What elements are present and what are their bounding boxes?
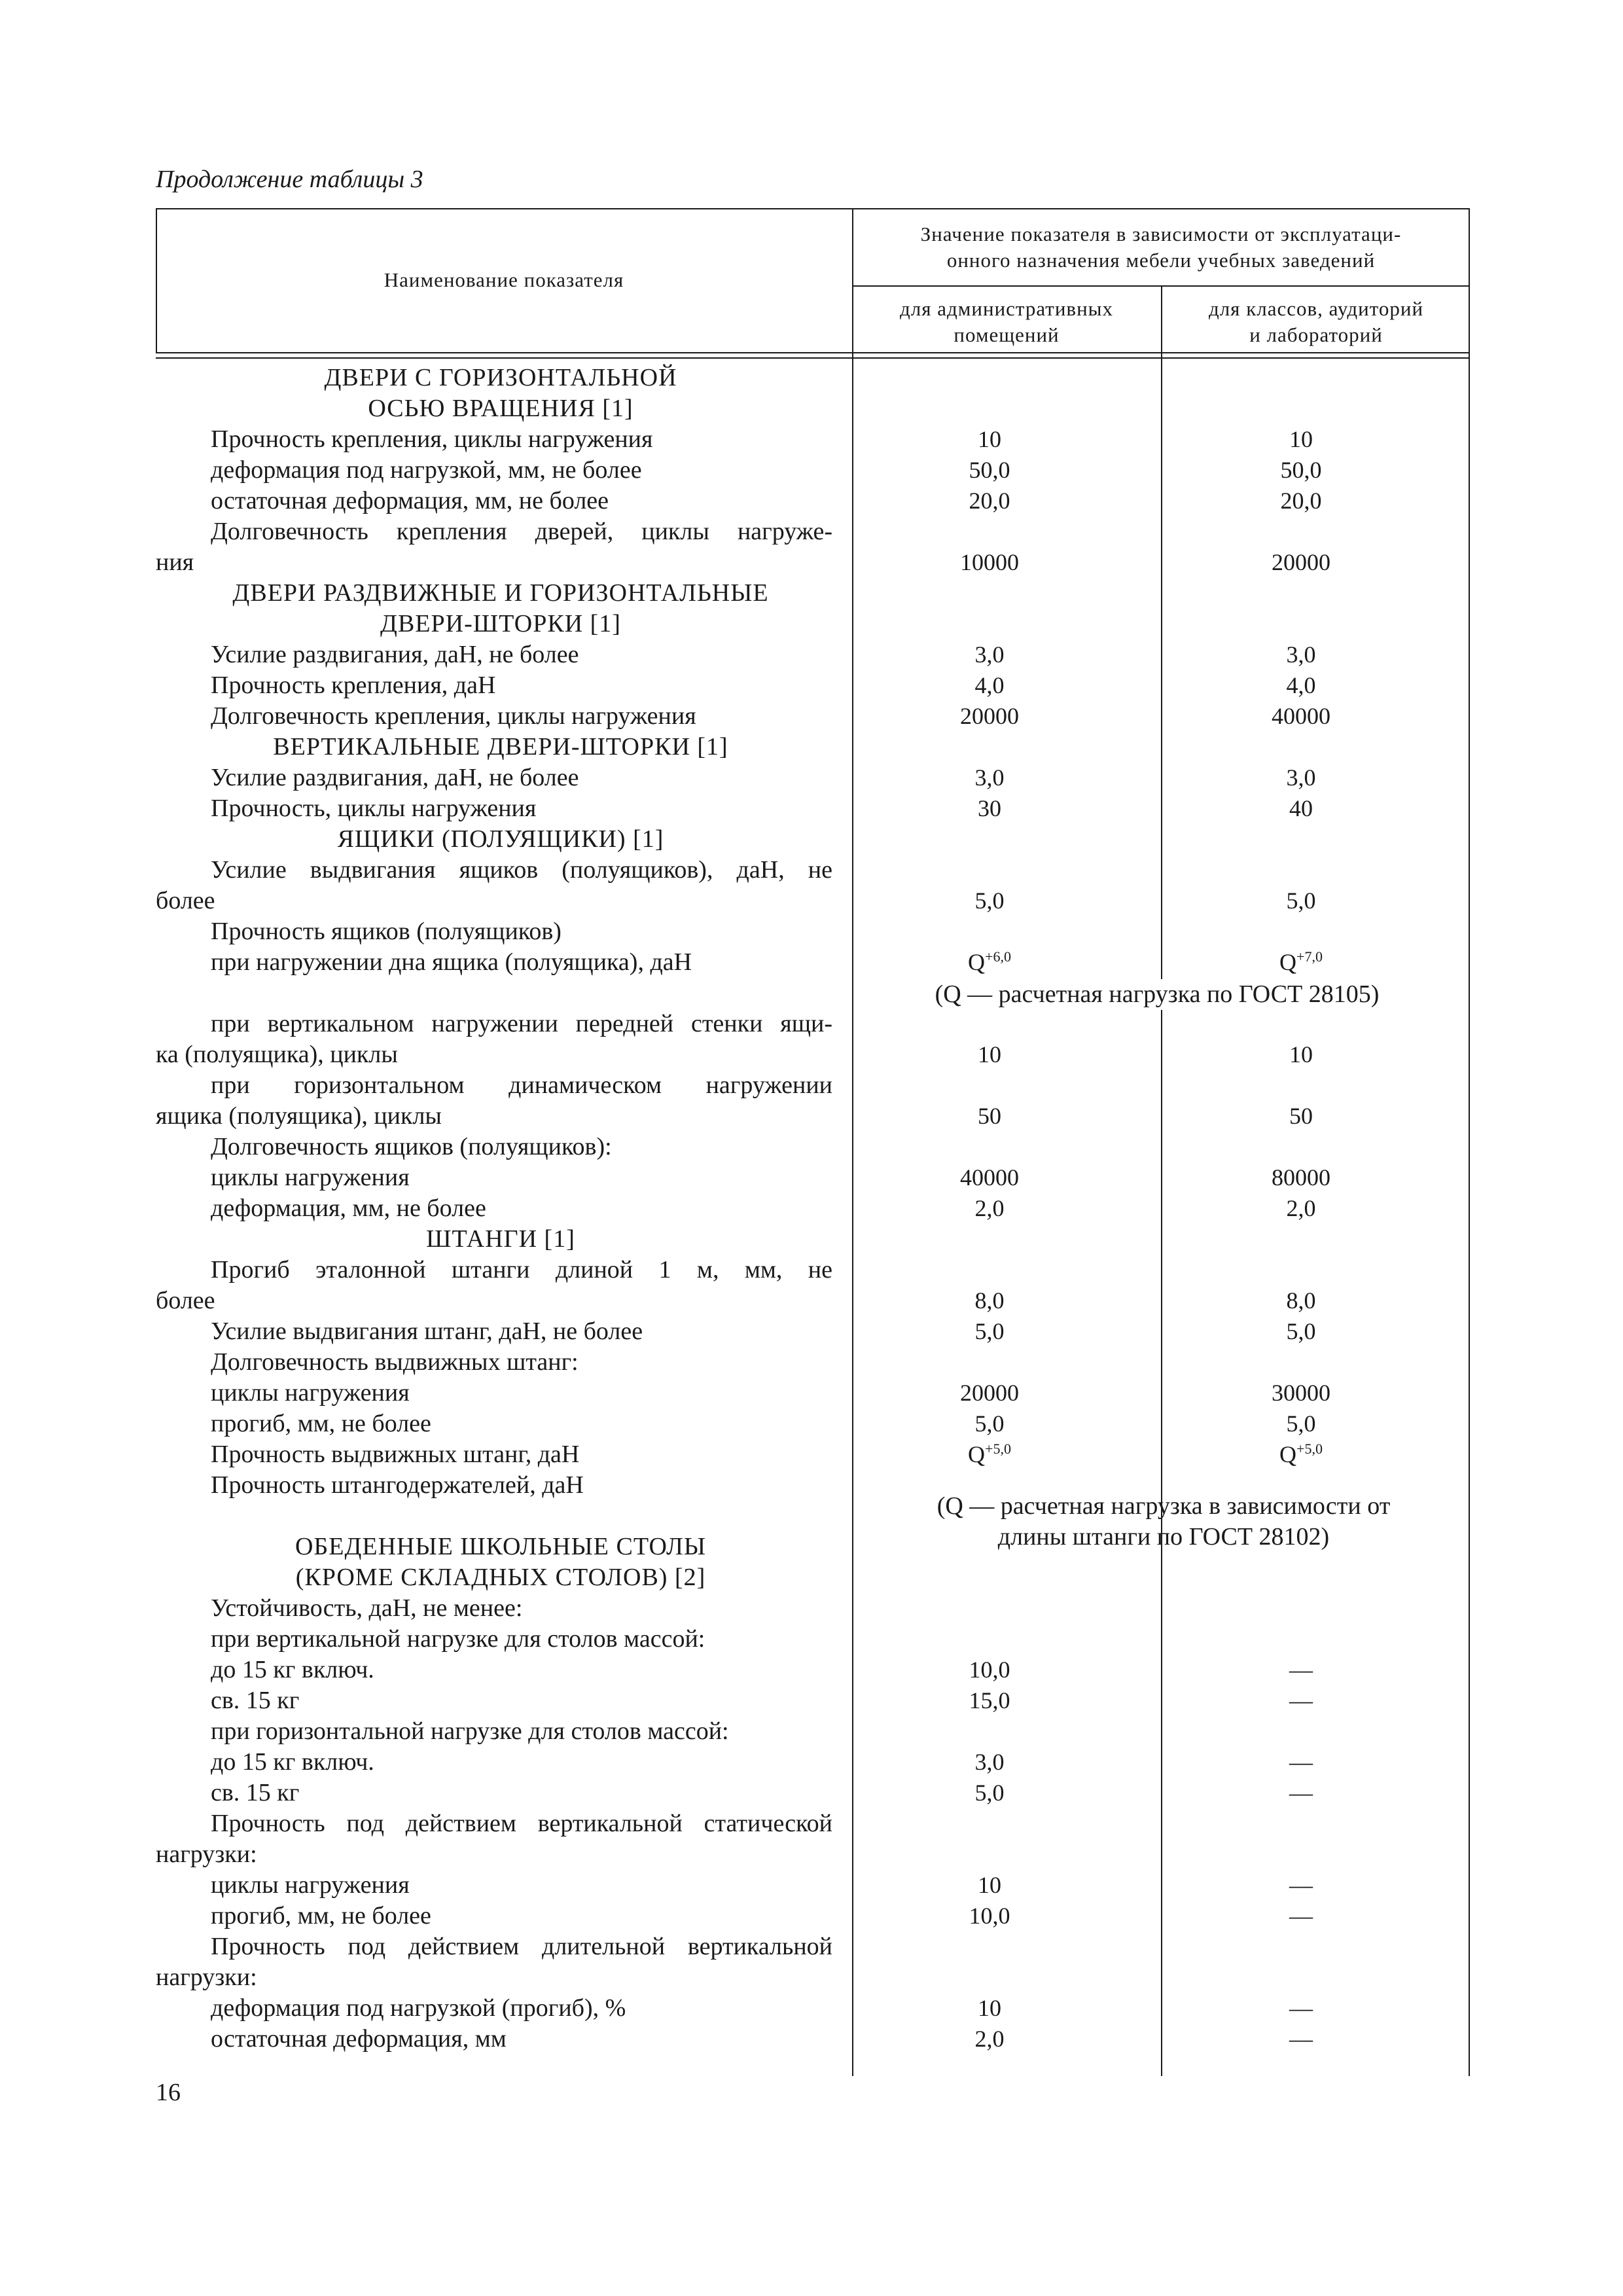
table-row bbox=[156, 547, 1470, 578]
value-classroom: 3,0 bbox=[1286, 641, 1316, 668]
table-row bbox=[156, 793, 1470, 824]
value-classroom: — bbox=[1289, 2026, 1313, 2052]
row-label: более bbox=[156, 1287, 215, 1314]
table-row bbox=[156, 486, 1470, 516]
row-label: Прочность под действием длительной вертикальной bbox=[211, 1933, 832, 1960]
table-row bbox=[156, 1224, 1470, 1255]
table-row bbox=[156, 1162, 1470, 1193]
page-number: 16 bbox=[156, 2079, 181, 2106]
row-label: Усилие выдвигания ящиков (полуящиков), даН, не bbox=[211, 856, 832, 884]
table-row bbox=[156, 1039, 1470, 1070]
row-label: циклы нагружения bbox=[211, 1871, 410, 1899]
section-heading: ДВЕРИ РАЗДВИЖНЫЕ И ГОРИЗОНТАЛЬНЫЕ bbox=[232, 579, 769, 607]
table-row bbox=[156, 1132, 1470, 1162]
row-label: до 15 кг включ. bbox=[211, 1656, 374, 1683]
section-heading: ВЕРТИКАЛЬНЫЕ ДВЕРИ-ШТОРКИ [1] bbox=[273, 733, 728, 761]
value-admin: 10,0 bbox=[969, 1657, 1010, 1683]
row-label: деформация под нагрузкой, мм, не более bbox=[211, 456, 642, 484]
table-top-border bbox=[156, 208, 1470, 209]
table-row bbox=[156, 639, 1470, 670]
value-admin: 10 bbox=[978, 426, 1001, 452]
row-label: при нагружении дна ящика (полуящика), даН bbox=[211, 948, 692, 976]
row-label: деформация под нагрузкой (прогиб), % bbox=[211, 1994, 626, 2022]
table-row bbox=[156, 855, 1470, 886]
table-row bbox=[156, 1685, 1470, 1716]
value-admin: 5,0 bbox=[974, 888, 1005, 914]
header-bottom-1 bbox=[156, 352, 1470, 353]
row-label: Прочность крепления, циклы нагружения bbox=[211, 425, 653, 453]
value-admin: 20000 bbox=[960, 703, 1019, 729]
table-row bbox=[156, 1993, 1470, 2024]
row-label: Долговечность выдвижных штанг: bbox=[211, 1348, 579, 1376]
row-label: Долговечность крепления дверей, циклы нагруже- bbox=[211, 518, 832, 545]
value-admin: 15,0 bbox=[969, 1687, 1010, 1713]
value-classroom: $Q^{+7,0}$ bbox=[1279, 948, 1323, 975]
row-label: Усилие раздвигания, даН, не более bbox=[211, 764, 579, 791]
table-row bbox=[156, 2024, 1470, 2054]
row-label: Прочность выдвижных штанг, даН bbox=[211, 1441, 580, 1468]
table-row bbox=[156, 1285, 1470, 1316]
table-row bbox=[156, 1931, 1470, 1962]
table-row bbox=[156, 1408, 1470, 1439]
row-label: нагрузки: bbox=[156, 1840, 257, 1868]
rod-load-note: (Q — расчетная нагрузка в зависимости от длины штанги по ГОСТ 28102) bbox=[936, 1492, 1391, 1551]
value-admin: 2,0 bbox=[974, 1195, 1005, 1221]
value-classroom: — bbox=[1289, 1657, 1313, 1683]
table-row bbox=[156, 578, 1470, 609]
value-admin: 4,0 bbox=[974, 672, 1005, 698]
table-row bbox=[156, 1255, 1470, 1285]
value-classroom: — bbox=[1289, 1872, 1313, 1898]
row-label: циклы нагружения bbox=[211, 1164, 410, 1191]
table-row bbox=[156, 824, 1470, 855]
value-admin: 20000 bbox=[960, 1380, 1019, 1406]
row-label: ящика (полуящика), циклы bbox=[156, 1102, 442, 1130]
tolerance-superscript: +7,0 bbox=[1296, 948, 1323, 965]
row-label: Прочность, циклы нагружения bbox=[211, 795, 537, 822]
value-classroom: 20000 bbox=[1272, 549, 1330, 575]
row-label: при вертикальном нагружении передней стенки ящи- bbox=[211, 1010, 832, 1037]
header-col-b: для классов, аудиторий и лабораторий bbox=[1208, 297, 1424, 346]
row-label: Долговечность крепления, циклы нагружения bbox=[211, 702, 696, 730]
table-row bbox=[156, 670, 1470, 701]
row-label: остаточная деформация, мм bbox=[211, 2025, 507, 2053]
section-heading: ОБЕДЕННЫЕ ШКОЛЬНЫЕ СТОЛЫ bbox=[294, 1533, 707, 1560]
section-heading: ДВЕРИ С ГОРИЗОНТАЛЬНОЙ bbox=[324, 364, 677, 391]
value-admin: 3,0 bbox=[974, 641, 1005, 668]
table-row bbox=[156, 1808, 1470, 1839]
row-label: нагрузки: bbox=[156, 1964, 257, 1991]
row-label: прогиб, мм, не более bbox=[211, 1902, 431, 1929]
value-classroom: — bbox=[1289, 1749, 1313, 1775]
table-row bbox=[156, 947, 1470, 978]
section-heading: ОСЬЮ ВРАЩЕНИЯ [1] bbox=[368, 395, 633, 422]
row-label: Усилие выдвигания штанг, даН, не более bbox=[211, 1318, 643, 1345]
row-label: ния bbox=[156, 548, 194, 576]
value-classroom: — bbox=[1289, 1687, 1313, 1713]
value-classroom: 30000 bbox=[1272, 1380, 1330, 1406]
table-row bbox=[156, 886, 1470, 916]
row-label: Прочность ящиков (полуящиков) bbox=[211, 918, 562, 945]
header-col-a: для административных помещений bbox=[899, 297, 1113, 346]
row-label: при горизонтальной нагрузке для столов массой: bbox=[211, 1717, 729, 1745]
value-admin: $Q^{+6,0}$ bbox=[968, 948, 1011, 975]
tolerance-superscript: +6,0 bbox=[985, 948, 1011, 965]
value-classroom: $Q^{+5,0}$ bbox=[1279, 1441, 1323, 1467]
value-classroom: 50,0 bbox=[1280, 457, 1322, 483]
value-admin: 5,0 bbox=[974, 1318, 1005, 1344]
section-heading: ШТАНГИ [1] bbox=[426, 1225, 575, 1253]
tolerance-superscript: +5,0 bbox=[985, 1441, 1011, 1457]
value-classroom: 5,0 bbox=[1286, 1410, 1316, 1437]
table-row bbox=[156, 1716, 1470, 1747]
value-classroom: 40 bbox=[1289, 795, 1313, 821]
table-row bbox=[156, 393, 1470, 424]
value-classroom: 40000 bbox=[1272, 703, 1330, 729]
table-row bbox=[156, 1962, 1470, 1993]
table-row bbox=[156, 762, 1470, 793]
value-classroom: 5,0 bbox=[1286, 1318, 1316, 1344]
value-classroom: 10 bbox=[1289, 426, 1313, 452]
row-label: остаточная деформация, мм, не более bbox=[211, 487, 609, 514]
value-admin: 3,0 bbox=[974, 1749, 1005, 1775]
table-row bbox=[156, 1439, 1470, 1470]
value-classroom: 3,0 bbox=[1286, 764, 1316, 791]
value-classroom: 2,0 bbox=[1286, 1195, 1316, 1221]
row-label: Прочность под действием вертикальной статической bbox=[211, 1810, 832, 1837]
table-row bbox=[156, 1378, 1470, 1408]
table-row bbox=[156, 916, 1470, 947]
value-classroom: 20,0 bbox=[1280, 488, 1322, 514]
row-label: деформация, мм, не более bbox=[211, 1194, 486, 1222]
header-group: Значение показателя в зависимости от эксплуатаци- онного назначения мебели учебных заведений bbox=[920, 223, 1402, 272]
row-label: Прочность крепления, даН bbox=[211, 672, 496, 699]
table-row bbox=[156, 1347, 1470, 1378]
tolerance-superscript: +5,0 bbox=[1296, 1441, 1323, 1457]
value-admin: 5,0 bbox=[974, 1410, 1005, 1437]
table-row bbox=[156, 516, 1470, 547]
header-bottom-2 bbox=[156, 357, 1470, 359]
row-label: Усилие раздвигания, даН, не более bbox=[211, 641, 579, 668]
row-label: при горизонтальном динамическом нагружении bbox=[211, 1071, 832, 1099]
table-row bbox=[156, 1747, 1470, 1778]
table-row bbox=[156, 1009, 1470, 1039]
value-admin: 10,0 bbox=[969, 1903, 1010, 1929]
value-classroom: 8,0 bbox=[1286, 1287, 1316, 1314]
table-row bbox=[156, 732, 1470, 762]
table-row bbox=[156, 363, 1470, 393]
row-label: св. 15 кг bbox=[211, 1779, 300, 1806]
section-heading: (КРОМЕ СКЛАДНЫХ СТОЛОВ) [2] bbox=[295, 1564, 706, 1591]
value-classroom: 4,0 bbox=[1286, 672, 1316, 698]
value-classroom: — bbox=[1289, 1903, 1313, 1929]
value-classroom: 10 bbox=[1289, 1041, 1313, 1067]
value-classroom: 50 bbox=[1289, 1103, 1313, 1129]
row-label: Прочность штангодержателей, даН bbox=[211, 1471, 584, 1499]
value-admin: $Q^{+5,0}$ bbox=[968, 1441, 1011, 1467]
section-heading: ДВЕРИ-ШТОРКИ [1] bbox=[380, 610, 621, 637]
group-header-bottom bbox=[852, 285, 1470, 287]
section-heading: ЯЩИКИ (ПОЛУЯЩИКИ) [1] bbox=[337, 825, 664, 853]
row-label: более bbox=[156, 887, 215, 914]
row-label: Долговечность ящиков (полуящиков): bbox=[211, 1133, 612, 1160]
value-admin: 3,0 bbox=[974, 764, 1005, 791]
value-classroom: — bbox=[1289, 1995, 1313, 2021]
table-frame bbox=[156, 208, 1470, 2076]
value-admin: 30 bbox=[978, 795, 1001, 821]
value-admin: 20,0 bbox=[969, 488, 1010, 514]
row-label: ка (полуящика), циклы bbox=[156, 1041, 398, 1068]
row-label: циклы нагружения bbox=[211, 1379, 410, 1407]
table-row bbox=[156, 1193, 1470, 1224]
value-admin: 8,0 bbox=[974, 1287, 1005, 1314]
table-row bbox=[156, 424, 1470, 455]
table-row bbox=[156, 1624, 1470, 1655]
value-admin: 2,0 bbox=[974, 2026, 1005, 2052]
value-admin: 50 bbox=[978, 1103, 1001, 1129]
table-row bbox=[156, 1870, 1470, 1901]
row-label: св. 15 кг bbox=[211, 1687, 300, 1714]
header-col-name: Наименование показателя bbox=[383, 268, 624, 291]
value-admin: 10 bbox=[978, 1872, 1001, 1898]
value-classroom: — bbox=[1289, 1780, 1313, 1806]
table-row bbox=[156, 1101, 1470, 1132]
value-admin: 50,0 bbox=[969, 457, 1010, 483]
drawer-load-note: (Q — расчетная нагрузка по ГОСТ 28105) bbox=[876, 979, 1438, 1010]
table-row bbox=[156, 609, 1470, 639]
row-label: прогиб, мм, не более bbox=[211, 1410, 431, 1437]
table-row bbox=[156, 1316, 1470, 1347]
table-row bbox=[156, 1655, 1470, 1685]
table-caption: Продолжение таблицы 3 bbox=[156, 166, 423, 193]
table-row bbox=[156, 1070, 1470, 1101]
table-row bbox=[156, 1901, 1470, 1931]
value-classroom: 80000 bbox=[1272, 1164, 1330, 1191]
table-row bbox=[156, 1593, 1470, 1624]
table-row bbox=[156, 1839, 1470, 1870]
value-classroom: 5,0 bbox=[1286, 888, 1316, 914]
value-admin: 10000 bbox=[960, 549, 1019, 575]
row-label: при вертикальной нагрузке для столов массой: bbox=[211, 1625, 705, 1653]
table-row bbox=[156, 701, 1470, 732]
table-row bbox=[156, 1562, 1470, 1593]
row-label: Прогиб эталонной штанги длиной 1 м, мм, не bbox=[211, 1256, 832, 1283]
value-admin: 10 bbox=[978, 1041, 1001, 1067]
table-row bbox=[156, 455, 1470, 486]
value-admin: 40000 bbox=[960, 1164, 1019, 1191]
table-row bbox=[156, 1778, 1470, 1808]
row-label: Устойчивость, даН, не менее: bbox=[211, 1594, 523, 1622]
value-admin: 5,0 bbox=[974, 1780, 1005, 1806]
value-admin: 10 bbox=[978, 1995, 1001, 2021]
row-label: до 15 кг включ. bbox=[211, 1748, 374, 1776]
